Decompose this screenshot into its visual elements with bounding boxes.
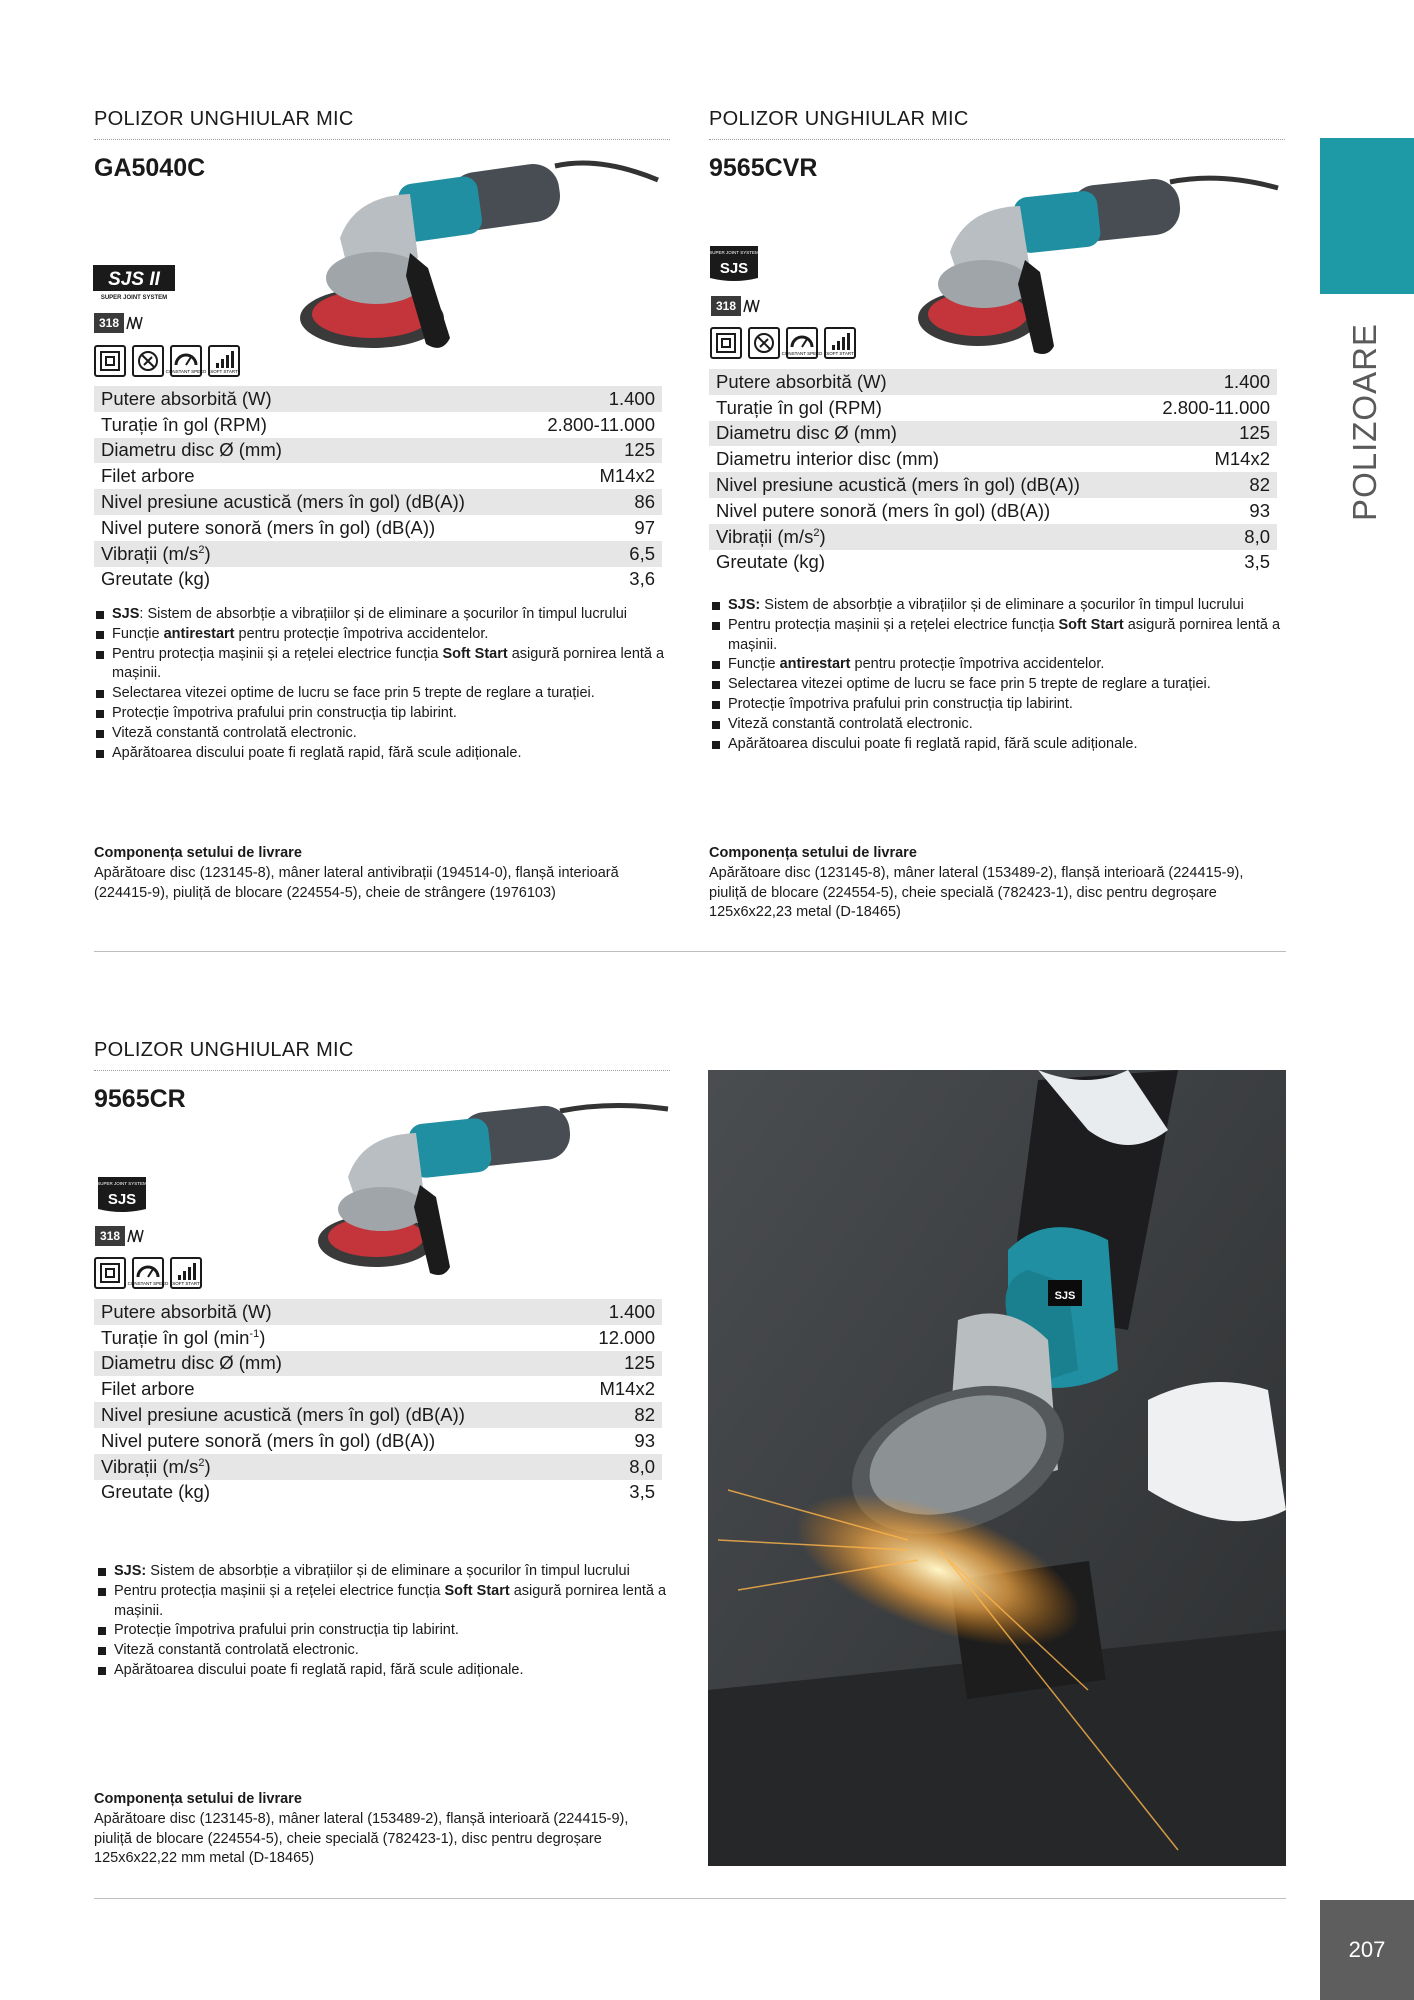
feature-icons: [94, 345, 240, 377]
section-divider: [94, 951, 1286, 952]
delivery-set-title: Componența setului de livrare: [94, 1791, 302, 1807]
product-category: POLIZOR UNGHIULAR MIC: [94, 1039, 670, 1071]
spec-label: Putere absorbită (W): [94, 1299, 573, 1325]
spec-row: [94, 386, 662, 412]
soft-start-icon: [170, 1257, 202, 1289]
badge-number: 318: [94, 313, 124, 333]
spec-value: 1.400: [573, 1299, 662, 1325]
product-in-use-photo: [708, 1070, 1286, 1866]
delivery-set-title: Componența setului de livrare: [709, 845, 917, 861]
spec-value: 125: [573, 1351, 662, 1377]
angle-grinder-image: [300, 158, 660, 358]
spec-label: Turație în gol (RPM): [101, 413, 267, 435]
spec-number-badge: [95, 1226, 145, 1246]
spec-label: Turație în gol (RPM): [716, 396, 882, 418]
spec-value: 12.000: [598, 1326, 655, 1348]
spec-value: 8,0: [1139, 524, 1277, 550]
section-label: POLIZOARE: [1346, 323, 1384, 521]
section-color-tab: [1320, 138, 1414, 294]
spec-label: Nivel presiune acustică (mers în gol) (dB(A)): [94, 1402, 573, 1428]
spec-label: Greutate (kg): [101, 568, 210, 590]
feature-item: Protecție împotriva prafului prin construcția tip labirint.: [710, 695, 1285, 715]
product-model: 9565CR: [94, 1085, 186, 1113]
spring-icon: [127, 1228, 145, 1244]
spec-label: Vibrații $(m/s^2)$: [94, 1454, 573, 1480]
delivery-set: [709, 844, 1249, 923]
product-model: 9565CVR: [709, 154, 818, 182]
spring-icon: [126, 315, 144, 331]
feature-icons: [710, 327, 856, 359]
delivery-set: [94, 1790, 634, 1869]
footer-divider: [94, 1898, 1286, 1899]
labyrinth-icon: [94, 1257, 126, 1289]
spec-value: 1.400: [1139, 369, 1277, 395]
spec-row: [94, 567, 662, 593]
spec-row: [94, 1454, 662, 1480]
delivery-set-text: Apărătoare disc (123145-8), mâner lateral (153489-2), flanșă interioară (224415-9), piuliță de blocare (224554-5), cheie specială (782423-1), disc pentru degroșare 125x6x22,23 metal (D-18465): [709, 864, 1244, 921]
spec-row: [94, 515, 662, 541]
spec-row: [94, 1428, 662, 1454]
svg-text:SUPER JOINT SYSTEM: SUPER JOINT SYSTEM: [709, 250, 759, 255]
spec-row: [709, 524, 1277, 550]
feature-item: Apărătoarea discului poate fi reglată rapid, fără scule adiționale.: [710, 735, 1285, 755]
spec-label: Diametru interior disc (mm): [716, 448, 940, 470]
spec-value: 6,5: [524, 541, 662, 567]
svg-text:SJS: SJS: [107, 1191, 137, 1208]
feature-item: Protecție împotriva prafului prin construcția tip labirint.: [94, 704, 669, 724]
spec-number-badge: [94, 313, 144, 333]
spec-row: [94, 1376, 662, 1402]
spec-label: Diametru disc Ø (mm): [94, 438, 524, 464]
svg-text:SUPER JOINT SYSTEM: SUPER JOINT SYSTEM: [97, 1181, 147, 1186]
constant-speed-icon: [781, 327, 823, 359]
feature-list: [710, 596, 1285, 754]
feature-item: Protecție împotriva prafului prin construcția tip labirint.: [96, 1621, 671, 1641]
constant-speed-icon: [127, 1257, 169, 1289]
feature-item: Pentru protecția mașinii și a rețelei electrice funcția Soft Start asigură pornirea lentă a mașinii.: [96, 1582, 671, 1622]
spec-value: 1.400: [524, 386, 662, 412]
product-category: POLIZOR UNGHIULAR MIC: [94, 108, 670, 140]
spec-value: 3,6: [629, 568, 655, 590]
feature-item: Pentru protecția mașinii și a rețelei electrice funcția Soft Start asigură pornirea lentă a mașinii.: [94, 645, 669, 685]
spec-row: [709, 395, 1277, 421]
spec-row: [94, 438, 662, 464]
spec-row: [709, 498, 1277, 524]
sjs-badge: [708, 244, 760, 282]
soft-start-icon: [824, 327, 856, 359]
angle-grinder-image: [920, 168, 1280, 358]
spec-value: 125: [1139, 421, 1277, 447]
angle-grinder-image: [320, 1095, 670, 1280]
labyrinth-icon: [94, 345, 126, 377]
spec-row: [709, 369, 1277, 395]
svg-text:SJS: SJS: [1054, 1290, 1076, 1302]
spec-value: 97: [634, 516, 655, 538]
feature-item: Viteză constantă controlată electronic.: [96, 1641, 671, 1661]
spec-label: Vibrații $(m/s^2)$: [94, 541, 524, 567]
feature-item: SJS: Sistem de absorbție a vibrațiilor și de eliminare a șocurilor în timpul lucrului: [96, 1562, 671, 1582]
spec-label: Nivel putere sonoră (mers în gol) (dB(A)): [101, 516, 436, 538]
feature-item: Funcție antirestart pentru protecție împotriva accidentelor.: [94, 625, 669, 645]
spec-row: [709, 421, 1277, 447]
feature-item: Apărătoarea discului poate fi reglată rapid, fără scule adiționale.: [94, 744, 669, 764]
spec-value: M14x2: [599, 465, 655, 487]
spec-label: Nivel putere sonoră (mers în gol) (dB(A)): [101, 1429, 436, 1451]
spec-row: [94, 463, 662, 489]
spec-row: [94, 1480, 662, 1506]
svg-text:SJS II: SJS II: [108, 269, 160, 290]
spec-row: [94, 1325, 662, 1351]
spec-label: Diametru disc Ø (mm): [94, 1351, 573, 1377]
spec-value: 82: [1139, 472, 1277, 498]
spec-value: 2.800-11.000: [1162, 396, 1270, 418]
spec-value: 3,5: [1244, 551, 1270, 573]
svg-text:CONSTANT SPEED: CONSTANT SPEED: [781, 351, 823, 356]
spec-value: 93: [634, 1429, 655, 1451]
spring-icon: [743, 298, 761, 314]
delivery-set-text: Apărătoare disc (123145-8), mâner lateral antivibrații (194514-0), flanșă interioară (224415-9), piuliță de blocare (224554-5), cheie de strângere (1976103): [94, 864, 619, 901]
feature-item: Pentru protecția mașinii și a rețelei electrice funcția Soft Start asigură pornirea lentă a mașinii.: [710, 616, 1285, 656]
spec-row: [94, 489, 662, 515]
feature-item: Viteză constantă controlată electronic.: [710, 715, 1285, 735]
badge-number: 318: [711, 296, 741, 316]
badge-number: 318: [95, 1226, 125, 1246]
spec-number-badge: [711, 296, 761, 316]
spec-row: [94, 412, 662, 438]
feature-item: SJS: Sistem de absorbție a vibrațiilor și de eliminare a șocurilor în timpul lucrului: [710, 596, 1285, 616]
spec-table: [709, 369, 1277, 575]
spec-row: [709, 472, 1277, 498]
page-number: 207: [1320, 1900, 1414, 2000]
svg-text:SUPER JOINT SYSTEM: SUPER JOINT SYSTEM: [100, 295, 168, 301]
spec-value: M14x2: [599, 1378, 655, 1400]
delivery-set: [94, 844, 634, 903]
spec-row: [709, 550, 1277, 576]
spec-label: Vibrații $(m/s^2)$: [709, 524, 1139, 550]
sjs-badge: [96, 1175, 148, 1213]
svg-text:SOFT START: SOFT START: [172, 1281, 200, 1286]
feature-item: Funcție antirestart pentru protecție împotriva accidentelor.: [710, 655, 1285, 675]
spec-value: 3,5: [629, 1481, 655, 1503]
spec-row: [94, 1299, 662, 1325]
spec-value: 82: [573, 1402, 662, 1428]
svg-text:CONSTANT SPEED: CONSTANT SPEED: [127, 1281, 169, 1286]
feature-item: Apărătoarea discului poate fi reglată rapid, fără scule adiționale.: [96, 1661, 671, 1681]
delivery-set-title: Componența setului de livrare: [94, 845, 302, 861]
feature-icons: [94, 1257, 202, 1289]
spec-row: [94, 1351, 662, 1377]
spec-label: Greutate (kg): [716, 551, 825, 573]
svg-text:SJS: SJS: [719, 260, 749, 277]
spec-label: Diametru disc Ø (mm): [709, 421, 1139, 447]
sjs-badge: [92, 264, 176, 302]
anti-restart-icon: [132, 345, 164, 377]
labyrinth-icon: [710, 327, 742, 359]
feature-item: Selectarea vitezei optime de lucru se face prin 5 trepte de reglare a turației.: [710, 675, 1285, 695]
spec-table: [94, 1299, 662, 1505]
spec-value: M14x2: [1214, 448, 1270, 470]
spec-value: 86: [524, 489, 662, 515]
soft-start-icon: [208, 345, 240, 377]
spec-value: 2.800-11.000: [547, 413, 655, 435]
svg-text:CONSTANT SPEED: CONSTANT SPEED: [165, 369, 207, 374]
spec-value: 125: [524, 438, 662, 464]
feature-item: Selectarea vitezei optime de lucru se face prin 5 trepte de reglare a turației.: [94, 684, 669, 704]
spec-label: Greutate (kg): [101, 1481, 210, 1503]
spec-label: Putere absorbită (W): [709, 369, 1139, 395]
spec-label: Nivel presiune acustică (mers în gol) (dB(A)): [94, 489, 524, 515]
constant-speed-icon: [165, 345, 207, 377]
spec-row: [94, 1402, 662, 1428]
svg-text:SOFT START: SOFT START: [210, 369, 238, 374]
spec-label: Nivel presiune acustică (mers în gol) (dB(A)): [709, 472, 1139, 498]
spec-row: [94, 541, 662, 567]
feature-list: [96, 1562, 671, 1681]
delivery-set-text: Apărătoare disc (123145-8), mâner lateral (153489-2), flanșă interioară (224415-9), piuliță de blocare (224554-5), cheie specială (782423-1), disc pentru degroșare 125x6x22,22 mm metal (D-18465): [94, 1810, 629, 1867]
svg-text:SOFT START: SOFT START: [826, 351, 854, 356]
spec-label: Filet arbore: [101, 465, 195, 487]
anti-restart-icon: [748, 327, 780, 359]
feature-list: [94, 605, 669, 763]
spec-label: Filet arbore: [101, 1378, 195, 1400]
product-model: GA5040C: [94, 154, 206, 182]
spec-label: Putere absorbită (W): [94, 386, 524, 412]
spec-label: Nivel putere sonoră (mers în gol) (dB(A)): [716, 499, 1051, 521]
product-category: POLIZOR UNGHIULAR MIC: [709, 108, 1285, 140]
spec-value: 8,0: [573, 1454, 662, 1480]
feature-item: Viteză constantă controlată electronic.: [94, 724, 669, 744]
spec-row: [709, 446, 1277, 472]
spec-table: [94, 386, 662, 592]
feature-item: SJS: Sistem de absorbție a vibrațiilor și de eliminare a șocurilor în timpul lucrului: [94, 605, 669, 625]
spec-value: 93: [1249, 499, 1270, 521]
spec-label: Turație în gol $(\min^{-1})$: [101, 1326, 266, 1348]
